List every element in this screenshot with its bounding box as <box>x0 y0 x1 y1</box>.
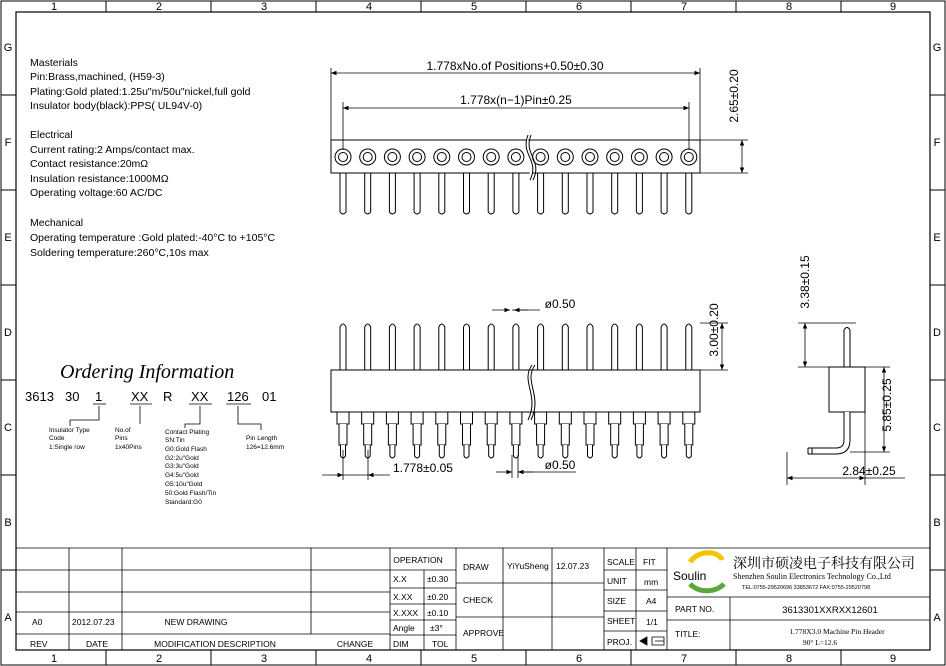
zone-col-top: 6 <box>575 1 583 13</box>
zone-row-right: C <box>933 422 941 434</box>
front-sleeve-lower <box>487 424 495 445</box>
front-upper-pin <box>340 324 346 370</box>
zone-col-bottom: 8 <box>785 653 793 665</box>
plating-note: G2:2u"Gold <box>165 455 199 462</box>
front-sleeve-lower <box>512 424 520 445</box>
zone-row-left: E <box>4 232 12 244</box>
front-tail <box>662 445 667 458</box>
plating-note: G4:5u"Gold <box>165 472 199 479</box>
check-label: CHECK <box>463 595 493 605</box>
top-view-pin <box>686 173 692 214</box>
front-sleeve-lower <box>660 424 668 445</box>
top-view-body <box>331 140 700 173</box>
front-tail <box>415 445 420 458</box>
front-sleeve <box>461 412 473 424</box>
front-sleeve <box>584 412 596 424</box>
top-view-pin <box>488 173 494 214</box>
plating-note: 50:Gold Flash/Tin <box>165 490 217 497</box>
front-upper-pin <box>562 324 568 370</box>
zone-col-bottom: 4 <box>365 653 373 665</box>
front-sleeve-lower <box>438 424 446 445</box>
front-tail <box>686 445 691 458</box>
tol-row: X.X <box>393 574 407 584</box>
mechanical-line: Soldering temperature:260°C,10s max <box>30 247 209 259</box>
date-header: DATE <box>86 639 109 649</box>
front-sleeve-lower <box>586 424 594 445</box>
dim-upper-height-label: 3.00±0.20 <box>707 303 721 357</box>
zone-col-top: 7 <box>680 1 688 13</box>
length-note: 126=12.6mm <box>246 444 285 451</box>
top-view-pin <box>636 173 642 214</box>
code-part: 1 <box>95 389 103 404</box>
front-sleeve-lower <box>561 424 569 445</box>
front-sleeve <box>411 412 423 424</box>
top-view-pin <box>389 173 395 214</box>
front-upper-pin <box>464 324 470 370</box>
top-view-pin <box>538 173 544 214</box>
side-view-body <box>829 367 865 412</box>
front-sleeve <box>337 412 349 424</box>
sheet-value: 1/1 <box>646 617 658 627</box>
sheet-label: SHEET <box>607 616 636 626</box>
code-part: R <box>163 389 173 404</box>
size-value: A4 <box>646 596 657 606</box>
zone-row-right: B <box>933 517 941 529</box>
electrical-line: Insulation resistance:1000MΩ <box>30 173 169 185</box>
front-tail <box>390 445 395 458</box>
front-view-body <box>331 370 700 412</box>
front-upper-pin <box>538 324 544 370</box>
tol-header: TOL <box>432 639 449 649</box>
zone-col-bottom: 2 <box>155 653 163 665</box>
change-header: CHANGE <box>336 639 374 649</box>
front-tail <box>612 445 617 458</box>
spec-notes <box>30 57 275 259</box>
zone-col-top: 9 <box>889 1 897 13</box>
length-note: Pin Length <box>246 435 278 442</box>
top-view-pin <box>365 173 371 214</box>
zone-row-left: G <box>3 42 13 54</box>
unit-value: mm <box>644 577 659 587</box>
zone-row-right: D <box>933 327 941 339</box>
front-sleeve-lower <box>685 424 693 445</box>
title-line: 90° L=12.6 <box>802 638 838 647</box>
materials-line: Insulator body(black):PPS( UL94V-0) <box>30 100 203 112</box>
front-sleeve-lower <box>339 424 347 445</box>
zone-row-left: D <box>4 327 12 339</box>
materials-line: Plating:Gold plated:1.25u"m/50u"nickel,full gold <box>30 86 251 98</box>
code-part: 126 <box>227 389 249 404</box>
draw-date: 12.07.23 <box>556 561 590 571</box>
title-label: TITLE: <box>675 629 701 639</box>
logo-swoosh-icon <box>690 553 722 562</box>
front-sleeve <box>633 412 645 424</box>
top-view-pin <box>562 173 568 214</box>
rev-header: REV <box>30 639 48 649</box>
front-tail <box>588 445 593 458</box>
front-sleeve <box>362 412 374 424</box>
zone-row-left: F <box>4 137 12 149</box>
size-label: SIZE <box>607 596 626 606</box>
tol-row: ±0.10 <box>427 608 449 618</box>
operation-label: OPERATION <box>393 555 443 565</box>
top-view-pin <box>587 173 593 214</box>
zone-row-left: B <box>4 517 12 529</box>
zone-col-bottom: 7 <box>680 653 688 665</box>
dim-dia-bottom-label: ø0.50 <box>544 458 576 472</box>
front-upper-pin <box>365 324 371 370</box>
mechanical-line: Operating temperature :Gold plated:-40°C to +105°C <box>30 232 276 244</box>
zone-row-left: C <box>4 422 12 434</box>
top-view-pin <box>464 173 470 214</box>
dim-header: DIM <box>393 639 409 649</box>
title-line: 1.778X3.0 Machine Pin Header <box>789 627 885 636</box>
dim-pitch-label: 1.778±0.05 <box>393 461 453 475</box>
company-logo <box>673 553 915 591</box>
front-tail <box>489 445 494 458</box>
front-upper-pin <box>513 324 519 370</box>
zone-row-left: A <box>4 612 12 624</box>
materials-line: Pin:Brass,machined, (H59-3) <box>30 71 165 83</box>
dim-side-top-label: 3.38±0.15 <box>798 255 812 309</box>
front-upper-pin <box>612 324 618 370</box>
dim-total-label: 1.778xNo.of Positions+0.50±0.30 <box>426 59 604 73</box>
zone-row-right: F <box>933 137 941 149</box>
front-upper-pin <box>636 324 642 370</box>
part-no-value: 3613301XXRXX12601 <box>782 605 878 616</box>
plating-note: SN:Tin <box>165 437 185 444</box>
scale-label: SCALE <box>607 557 635 567</box>
front-upper-pin <box>686 324 692 370</box>
front-upper-pin <box>414 324 420 370</box>
tol-row: ±0.30 <box>427 574 449 584</box>
dim-dia-top-label: ø0.50 <box>544 297 576 311</box>
pins-note: 1x40Pins <box>115 444 142 451</box>
plating-note: G0:Gold Flash <box>165 446 207 453</box>
company-name-en: Shenzhen Soulin Electronics Technology Co.,Ltd <box>733 572 891 581</box>
front-upper-pin <box>661 324 667 370</box>
front-sleeve-lower <box>364 424 372 445</box>
unit-label: UNIT <box>607 576 627 586</box>
zone-col-bottom: 5 <box>470 653 478 665</box>
top-view-pin <box>661 173 667 214</box>
front-sleeve-lower <box>611 424 619 445</box>
front-sleeve <box>535 412 547 424</box>
front-sleeve <box>559 412 571 424</box>
tol-row: X.XX <box>393 592 413 602</box>
top-view-pins <box>340 173 692 214</box>
top-view-pin <box>439 173 445 214</box>
front-upper-pin <box>439 324 445 370</box>
front-tail <box>464 445 469 458</box>
rev-desc-value: NEW DRAWING <box>164 617 228 627</box>
zone-row-right: A <box>933 612 941 624</box>
front-sleeve <box>436 412 448 424</box>
company-name-cn: 深圳市硕凌电子科技有限公司 <box>733 555 915 571</box>
tol-row: ±3° <box>430 623 443 633</box>
front-tail <box>439 445 444 458</box>
front-sleeve-lower <box>413 424 421 445</box>
dim-side-width-label: 2.84±0.25 <box>842 464 896 478</box>
zone-col-top: 1 <box>50 1 58 13</box>
front-sleeve-lower <box>388 424 396 445</box>
front-upper-pin <box>488 324 494 370</box>
electrical-title: Electrical <box>30 129 73 141</box>
pins-note: Pins <box>115 435 128 442</box>
plating-note: G5:10u"Gold <box>165 481 203 488</box>
front-sleeve <box>386 412 398 424</box>
company-tel: TEL:0755-29520696 33853672 FAX:0755-29520798 <box>742 585 871 591</box>
front-view <box>322 297 728 480</box>
electrical-line: Contact resistance:20mΩ <box>30 158 149 170</box>
code-part: 30 <box>65 389 80 404</box>
mechanical-title: Mechanical <box>30 217 84 229</box>
front-sleeve <box>510 412 522 424</box>
front-upper-pin <box>389 324 395 370</box>
zone-col-top: 4 <box>365 1 373 13</box>
plating-note: Contact Plating <box>165 429 210 436</box>
front-sleeve-lower <box>537 424 545 445</box>
proj-label: PROJ. <box>607 637 633 647</box>
scale-value: FIT <box>643 557 656 567</box>
front-sleeve-lower <box>463 424 471 445</box>
rev-value: A0 <box>32 617 43 627</box>
part-no-label: PART NO. <box>675 604 715 614</box>
electrical-line: Operating voltage:60 AC/DC <box>30 187 163 199</box>
front-tail <box>538 445 543 458</box>
pins-note: No.of <box>115 427 131 434</box>
plating-note: G3:3u"Gold <box>165 463 199 470</box>
front-sleeve <box>658 412 670 424</box>
top-view-pin <box>513 173 519 214</box>
code-part: XX <box>131 389 149 404</box>
materials-title: Masterials <box>30 57 78 69</box>
insulator-note: Insulator Type <box>49 427 90 434</box>
front-tail <box>637 445 642 458</box>
tol-row: Angle <box>393 623 415 633</box>
front-upper-pin <box>587 324 593 370</box>
electrical-line: Current rating:2 Amps/contact max. <box>30 144 195 156</box>
zone-col-bottom: 9 <box>889 653 897 665</box>
zone-col-top: 2 <box>155 1 163 13</box>
front-sleeve-lower <box>635 424 643 445</box>
insulator-note: 1:Single row <box>49 444 85 451</box>
code-part: 01 <box>262 389 277 404</box>
top-view <box>331 59 748 214</box>
front-sleeve <box>609 412 621 424</box>
zone-col-bottom: 1 <box>50 653 58 665</box>
zone-row-right: G <box>932 42 942 54</box>
side-view-bent-tail <box>812 412 850 454</box>
dim-top-height-label: 2.65±0.20 <box>727 69 741 123</box>
front-sleeve <box>485 412 497 424</box>
zone-col-top: 3 <box>260 1 268 13</box>
zone-col-top: 5 <box>470 1 478 13</box>
zone-col-bottom: 6 <box>575 653 583 665</box>
side-view <box>787 255 905 485</box>
logo-text: Soulin <box>673 569 707 583</box>
zone-col-bottom: 3 <box>260 653 268 665</box>
tol-row: ±0.20 <box>427 592 449 602</box>
zone-row-right: E <box>933 232 941 244</box>
rev-date-value: 2012.07.23 <box>72 617 115 627</box>
drawer-name: YiYuSheng <box>507 561 549 571</box>
zone-col-top: 8 <box>785 1 793 13</box>
tol-row: X.XXX <box>393 608 419 618</box>
top-view-pin <box>414 173 420 214</box>
top-view-pin <box>340 173 346 214</box>
side-view-pin <box>844 330 850 367</box>
draw-label: DRAW <box>463 562 489 572</box>
code-part: XX <box>191 389 209 404</box>
approve-label: APPROVE <box>463 628 505 638</box>
insulator-note: Code <box>49 435 65 442</box>
ordering-title: Ordering Information <box>60 361 235 383</box>
front-sleeve <box>683 412 695 424</box>
top-view-pin <box>612 173 618 214</box>
dim-side-body-label: 5.85±0.25 <box>880 378 894 432</box>
projection-symbol-icon <box>640 637 664 645</box>
ordering-information <box>25 361 284 506</box>
code-part: 3613 <box>25 389 54 404</box>
desc-header: MODIFICATION DESCRIPTION <box>154 639 276 649</box>
dim-pitch-total-label: 1.778x(n−1)Pin±0.25 <box>460 93 572 107</box>
plating-note: Standard:G0 <box>165 499 202 506</box>
front-tail <box>563 445 568 458</box>
